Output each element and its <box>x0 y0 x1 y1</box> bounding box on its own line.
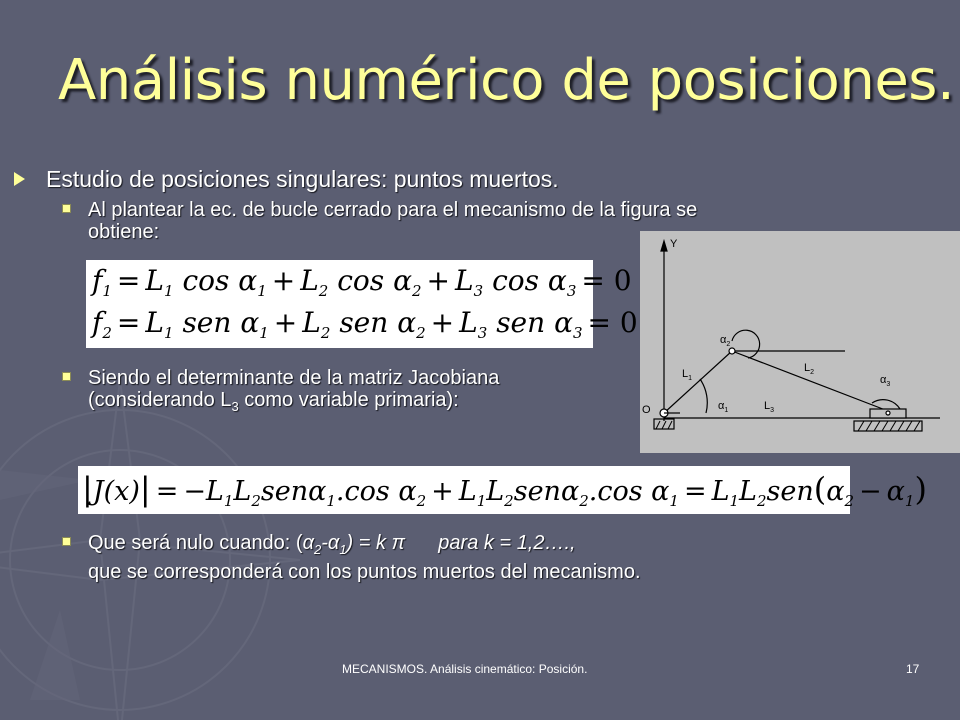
bullet-closed-loop-text: Al plantear la ec. de bucle cerrado para el mecanismo de la figura se obtiene: <box>88 199 698 243</box>
bullet-jacobian-text: Siendo el determinante de la matriz Jacobiana (considerando $L_3$ como variable primaria): <box>88 367 500 414</box>
bullet-square-icon <box>62 537 71 546</box>
svg-text:α2: $\alpha_2$ <box>720 334 731 348</box>
svg-text:L2: $L_2$ <box>804 362 815 376</box>
bullet-square-icon <box>62 204 71 213</box>
jacobian-equation: $|J(x)| = -L_1L_2sen\alpha_1.\cos$ $\alpha_2 + L_1L_2sen\alpha_2.\cos$ $\alpha_1 = L_1L_2sen(\alpha_2 - \alpha_1)$ <box>82 470 927 510</box>
svg-text:L1: $L_1$ <box>682 368 693 382</box>
svg-text:Y: Y <box>670 238 678 250</box>
equation-f2: $f_2 = L_1$ sen $\alpha_1 + L_2$ sen $\alpha_2 + L_3$ sen $\alpha_3 = 0$ <box>92 306 638 342</box>
bullet-level1-text: Estudio de posiciones singulares: puntos muertos. <box>46 166 559 192</box>
svg-text:O: O <box>642 404 651 416</box>
loop-equations-box <box>86 260 638 348</box>
footer-text: MECANISMOS. Análisis cinemático: Posición. <box>342 662 588 676</box>
bullet-arrow-icon <box>14 172 25 186</box>
svg-text:α1: $\alpha_1$ <box>718 400 729 414</box>
link-l2 <box>732 351 891 411</box>
mechanism-diagram <box>640 231 960 453</box>
bullet-square-icon <box>62 372 71 381</box>
equation-f1: $f_1 = L_1$ $\cos \alpha_1 + L_2$ $\cos \alpha_2 + L_3$ $\cos \alpha_3 = 0$ <box>92 264 632 300</box>
jacobian-box <box>78 466 927 514</box>
svg-text:L3: $L_3$ <box>764 400 775 414</box>
svg-text:α3: $\alpha_3$ <box>880 374 891 388</box>
bullet-dead-points-text: Que será nulo cuando: $(\alpha_2-\alpha_1) = k$ π para k = 1,2…., que se corresponderá con los puntos muertos del mecanismo. <box>88 532 641 583</box>
slide-title: Análisis numérico de posiciones. <box>58 48 955 113</box>
page-number: 17 <box>906 662 920 676</box>
